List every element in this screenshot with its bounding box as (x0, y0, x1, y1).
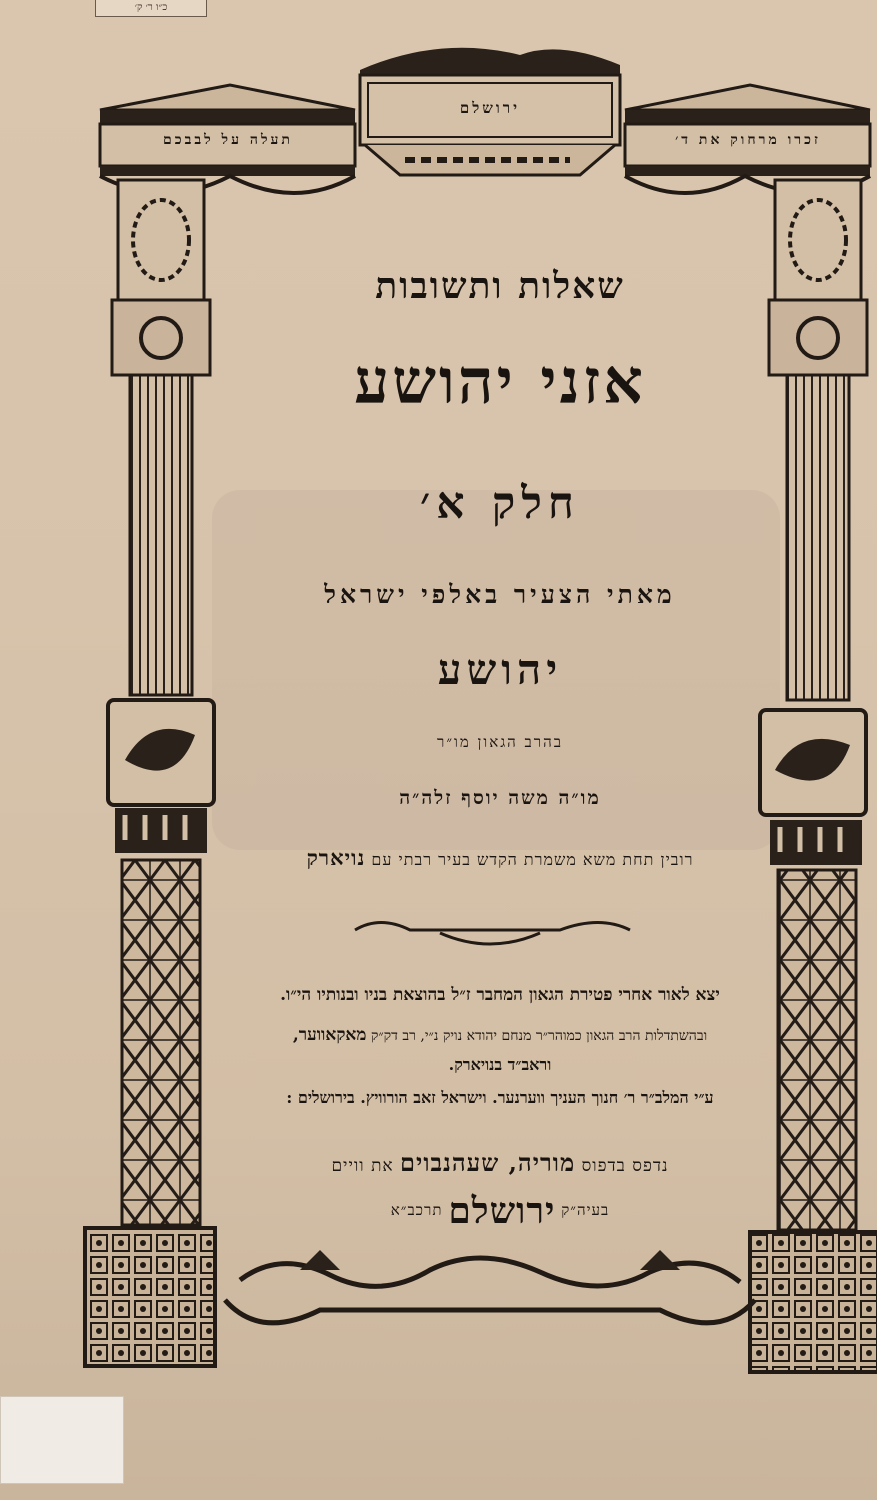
printer-city-line (220, 1190, 780, 1232)
volume-part: חלק א׳ (420, 478, 580, 529)
corner-handwritten-note: כ״ו ר׳ ק׳ (95, 0, 207, 17)
publication-line-2 (205, 1025, 795, 1045)
son-of-line: בהרב הגאון מו״ר (436, 733, 564, 751)
publication-line-1: יצא לאור אחרי פטירת הגאון המחבר ז״ל בהוצאת בניו ובנותיו הי״ו. (280, 985, 720, 1005)
divider-flourish (355, 923, 630, 945)
subtitle: שאלות ותשובות (375, 265, 625, 307)
left-motto: תעלה על לבבכם (163, 132, 293, 148)
printer-year: תרכב״א (390, 1201, 443, 1219)
publication-line-2-prefix: ובהשתדלות הרב הגאון כמוהר״ר מנחם יהודא נויק נ״י, רב דק״ק (370, 1028, 708, 1044)
printer-line (220, 1148, 780, 1178)
bottom-ornament (225, 1250, 755, 1323)
publication-line-3: וראב״ד בנויארק. (448, 1055, 552, 1074)
right-base (750, 1232, 877, 1372)
publication-line-2-city: מאקאווער, (292, 1025, 367, 1045)
publication-line-4: ע״י המלב״ר ר׳ חנוך העניך ווערנער. וישראל זאב הורוויץ. בירושלים : (286, 1088, 714, 1107)
printer-city: ירושלם (448, 1190, 556, 1232)
printer-prefix: נדפס בדפוס (581, 1156, 669, 1176)
right-motto: זכרו מרחוק את ד׳ (675, 132, 821, 148)
father-name: מו״ה משה יוסף זלה״ה (399, 787, 601, 809)
printer-suffix: את וויים (331, 1156, 394, 1176)
printer-city-prefix: בעיה״ק (561, 1201, 610, 1219)
author-name: יהושע (437, 645, 563, 694)
left-base (85, 1228, 215, 1366)
center-motto: ירושלם (459, 99, 521, 117)
printer-name: מוריה, שעהנבוים (400, 1148, 576, 1177)
book-title: אזני יהושע (354, 345, 646, 418)
rabbi-line (210, 845, 790, 871)
rabbi-city: נויארק (306, 845, 366, 870)
rabbi-line-prefix: רובין תחת משא משמרת הקדש בעיר רבתי עם (371, 850, 694, 869)
left-column (108, 180, 214, 1225)
author-intro: מאתי הצעיר באלפי ישראל (324, 580, 676, 609)
